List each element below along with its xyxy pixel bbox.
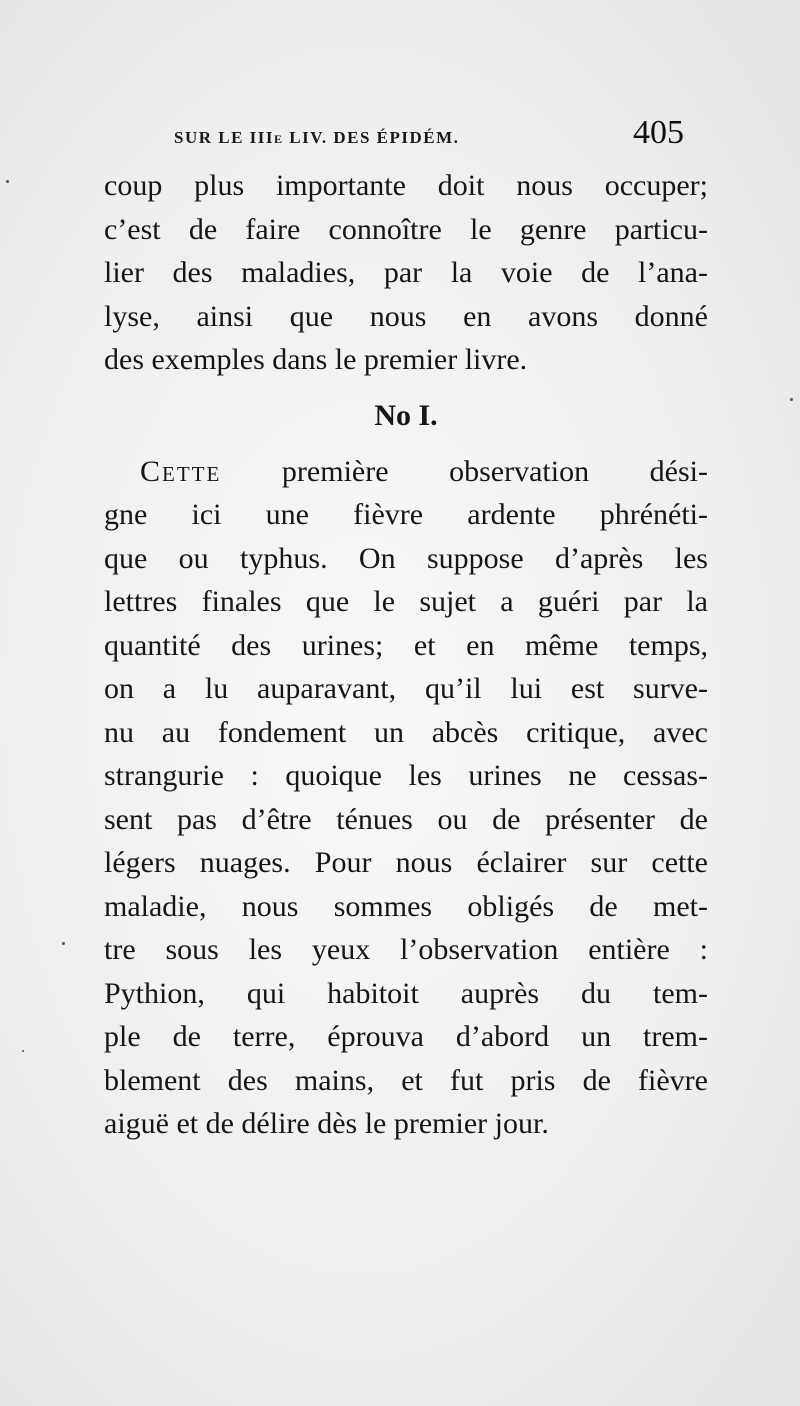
text-line: strangurie : quoique les urines ne cessas-: [104, 759, 708, 792]
text-line: maladie, nous sommes obligés de met-: [104, 889, 708, 923]
first-line-rest: première observation dési-: [221, 454, 708, 488]
text-line: on a lu auparavant, qu’il lui est surve-: [104, 672, 708, 705]
section-heading: No I.: [374, 398, 438, 432]
paper-speck: [790, 398, 793, 401]
text-line: quantité des urines; et en même temps,: [104, 628, 708, 662]
lead-word: Cette: [140, 454, 222, 488]
text-line: blement des mains, et fut pris de fièvre: [104, 1063, 708, 1097]
body-text: [104, 164, 708, 1146]
page-header: [174, 114, 690, 158]
text-line: c’est de faire connoître le genre particu-: [104, 212, 708, 246]
paper-speck: [22, 1050, 24, 1052]
text-line: légers nuages. Pour nous éclairer sur cette: [104, 846, 708, 879]
text-line: coup plus importante doit nous occuper;: [104, 169, 708, 202]
paragraph-2: [104, 450, 708, 1146]
text-line: lyse, ainsi que nous en avons donné: [104, 299, 708, 333]
text-line: ple de terre, éprouva d’abord un trem-: [104, 1020, 708, 1053]
text-line: aiguë et de délire dès le premier jour.: [104, 1107, 549, 1140]
page-number: 405: [633, 114, 684, 151]
text-line: tre sous les yeux l’observation entière :: [104, 933, 708, 966]
paper-speck: [62, 942, 65, 945]
text-line: nu au fondement un abcès critique, avec: [104, 715, 708, 749]
text-line: que ou typhus. On suppose d’après les: [104, 541, 708, 575]
text-line-first: [104, 450, 708, 494]
text-line: sent pas d’être ténues ou de présenter de: [104, 802, 708, 836]
text-line: Pythion, qui habitoit auprès du tem-: [104, 976, 708, 1010]
text-line: lettres finales que le sujet a guéri par la: [104, 585, 708, 618]
paper-speck: [6, 180, 9, 183]
running-head: SUR LE IIIe LIV. DES ÉPIDÉM.: [174, 128, 460, 147]
paragraph-1: [104, 164, 708, 382]
text-line: lier des maladies, par la voie de l’ana-: [104, 256, 708, 289]
text-line: gne ici une fièvre ardente phrénéti-: [104, 498, 708, 531]
text-line: des exemples dans le premier livre.: [104, 343, 528, 376]
